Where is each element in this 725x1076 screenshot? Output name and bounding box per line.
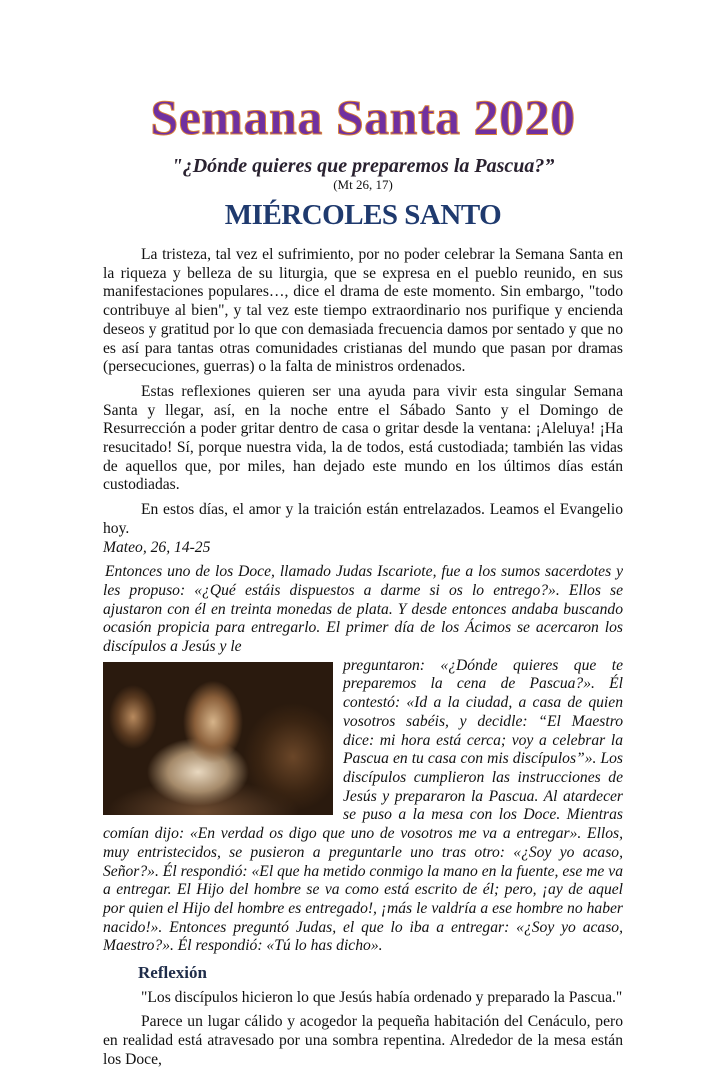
gospel-text-part-1: Entonces uno de los Doce, llamado Judas Iscariote, fue a los sumos sacerdotes y les propuso: «¿Qué estáis dispuestos a darme si os lo entrego?». Ellos se ajustaron con él en treinta monedas de plata. Y desde entonces andaba buscando ocasión propicia para entregarlo. El primer día de los Ácimos se acercaron los discípulos a Jesús y le	[103, 563, 623, 656]
document-title: Semana Santa 2020	[150, 89, 576, 145]
document-body	[103, 246, 623, 1076]
gospel-text-part-2: preguntaron: «¿Dónde quieres que te preparemos la cena de Pascua?». Él contestó: «Id a la ciudad, a casa de quien vosotros sabéis, y decidle: “El Maestro dice: mi hora está cerca; voy a celebrar la Pascua en tu casa con mis discípulos”». Los discípulos cumplieron las instrucciones de Jesús y prepararon la Pascua. Al atardecer se puso a la mesa con los Doce. Mientras comían dijo: «En verdad os digo que uno de vosotros me va a entregar». Ellos, muy entristecidos, se pusieron a preguntarle uno tras otro: «¿Soy yo acaso, Señor?». Él respondió: «El que ha metido conmigo la mano en la fuente, ese me va a entregar. El Hijo del hombre se va como está escrito de él; pero, ¡ay de aquel por quien el Hijo del hombre es entregado!, ¡más le valdría a ese hombre no haber nacido!». Entonces preguntó Judas, el que lo iba a entregar: «¿Soy yo acaso, Maestro?». Él respondió: «Tú lo has dicho».	[103, 656, 623, 955]
paragraph-intro: La tristeza, tal vez el sufrimiento, por no poder celebrar la Semana Santa en la riqueza y belleza de su liturgia, que se expresa en el pueblo reunido, en sus manifestaciones populares…, dice el drama de este momento. Sin embargo, "todo contribuye al bien", y tal vez este tiempo extraordinario nos purifique y encienda deseos y gratitud por lo que con demasiada frecuencia damos por sentado y que no es así para tantas otras comunidades cristianas del mundo que pasan por dramas (persecuciones, guerras) o la falta de ministros ordenados.	[103, 246, 623, 376]
last-supper-image	[103, 662, 333, 815]
document-subtitle: "¿Dónde quieres que preparemos la Pascua?”	[171, 155, 555, 177]
gospel-text	[103, 563, 623, 956]
paragraph-gospel-intro: En estos días, el amor y la traición están entrelazados. Leamos el Evangelio hoy.	[103, 501, 623, 537]
day-heading: MIÉRCOLES SANTO	[224, 199, 502, 231]
reflection-paragraph: Parece un lugar cálido y acogedor la pequeña habitación del Cenáculo, pero en realidad está atravesado por una sombra repentina. Alrededor de la mesa están los Doce,	[103, 1013, 623, 1068]
reflection-heading: Reflexión	[138, 963, 207, 983]
reflection-quote: "Los discípulos hicieron lo que Jesús había ordenado y preparado la Pascua."	[141, 988, 623, 1006]
scripture-reference: (Mt 26, 17)	[333, 177, 393, 192]
gospel-reference: Mateo, 26, 14-25	[103, 538, 211, 556]
paragraph-reflections: Estas reflexiones quieren ser una ayuda para vivir esta singular Semana Santa y llegar, así, en la noche entre el Sábado Santo y el Domingo de Resurrección a poder gritar dentro de casa o gritar desde la ventana: ¡Aleluya! ¡Ha resucitado! Sí, porque nuestra vida, la de todos, está custodiada; también las vidas de aquellos que, por miles, han dejado este mundo en los últimos días están custodiadas.	[103, 382, 623, 494]
